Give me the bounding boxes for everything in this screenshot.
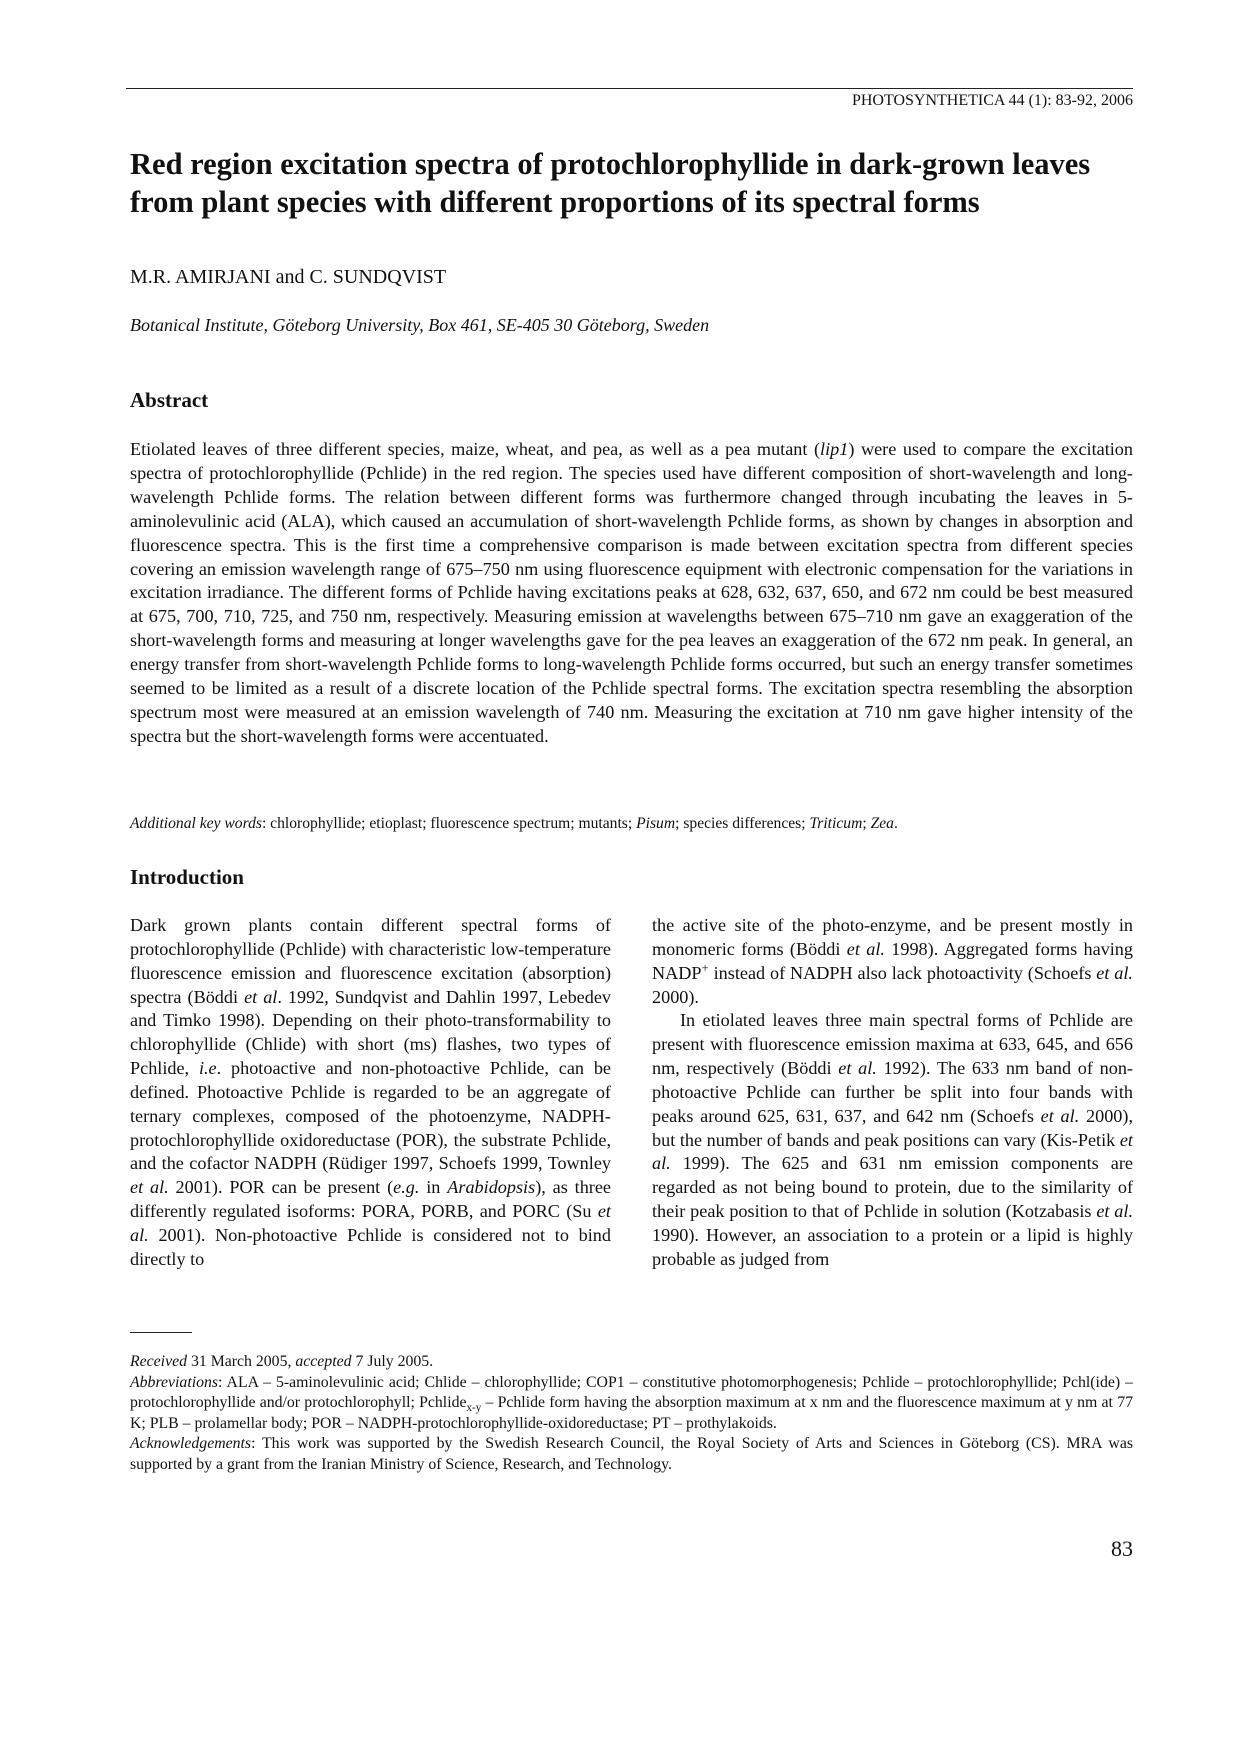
intro-text: 1999). The 625 and 631 nm emission components are regarded as not being bound to protein, due to the similarity of their peak position to that of Pchlide in solution (Kotzabasis	[652, 1153, 1133, 1222]
acknowledgements-note	[130, 1434, 1133, 1475]
abstract-text-part: ) were used to compare the excitation spectra of protochlorophyllide (Pchlide) in the red region. The species used have different composition of short-wavelength and long-wavelength Pchlide forms. The relation between different forms was furthermore changed through incubating the leaves in 5-aminolevulinic acid (ALA), which caused an accumulation of short-wavelength Pchlide forms, as shown by changes in absorption and fluorescence spectra. This is the first time a comprehensive comparison is made between excitation spectra from different species covering an emission wavelength range of 675–750 nm using fluorescence equipment with electronic compensation for the variations in excitation irradiance. The different forms of Pchlide having excitations peaks at 628, 632, 637, 650, and 672 nm could be best measured at 675, 700, 710, 725, and 750 nm, respectively. Measuring emission at wavelengths between 675–710 nm gave an exaggeration of the short-wavelength forms and measuring at longer wavelengths gave for the pea leaves an exaggeration of the 672 nm peak. In general, an energy transfer from short-wavelength Pchlide forms to long-wavelength Pchlide forms occurred, but such an energy transfer sometimes seemed to be limited as a result of a discrete location of the Pchlide spectral forms. The excitation spectra resembling the absorption spectrum most were measured at an emission wavelength of 740 nm. Measuring the excitation at 710 nm gave higher intensity of the spectra but the short-wavelength forms were accentuated.	[130, 439, 1133, 746]
abbreviations-text: : ALA – 5-aminolevulinic acid; Chlide – chlorophyllide; COP1 – constitutive photomorphogenesis; Pchlide – protochlorophyllide; Pchl(ide) – protochlorophyllide and/or protochlorophyll; Pchlide	[130, 1373, 1133, 1412]
abbreviations-label: Abbreviations	[130, 1373, 219, 1391]
intro-text: 2001). POR can be present (	[168, 1177, 394, 1198]
affiliation: Botanical Institute, Göteborg University, Box 461, SE-405 30 Göteborg, Sweden	[130, 315, 710, 335]
intro-text: In etiolated leaves three main spectral forms of Pchlide are present with fluorescence emission maxima at 633, 645, and 656 nm, respectively (Böddi	[652, 1010, 1133, 1079]
et-al: et al.	[1096, 1201, 1133, 1222]
abstract-text	[130, 438, 1133, 749]
header-rule	[126, 88, 1133, 89]
key-words-text: ; species differences;	[675, 815, 810, 832]
abstract-text-part: Etiolated leaves of three different species, maize, wheat, and pea, as well as a pea mutant (	[130, 439, 821, 459]
superscript-plus: +	[701, 960, 709, 975]
intro-paragraph	[652, 1009, 1133, 1271]
arabidopsis: Arabidopsis	[447, 1177, 536, 1198]
accepted-date: 7 July 2005.	[351, 1353, 434, 1370]
authors: M.R. AMIRJANI and C. SUNDQVIST	[130, 266, 447, 288]
key-words-text: : chlorophyllide; etioplast; fluorescence spectrum; mutants;	[261, 815, 637, 832]
intro-text: Dark grown plants contain different spectral forms of protochlorophyllide (Pchlide) with characteristic low-temperature fluorescence emission and fluorescence excitation (absorption) spectra (Böddi	[130, 915, 611, 1007]
footnote-rule	[130, 1332, 192, 1333]
page-number: 83	[1111, 1536, 1133, 1561]
acknowledgements-label: Acknowledgements	[130, 1435, 252, 1453]
intro-text: 2000), but the number of bands and peak positions can vary (Kis-Petik	[652, 1105, 1134, 1150]
et-al: et al.	[846, 938, 885, 959]
intro-text: instead of NADPH also lack photoactivity (Schoefs	[708, 962, 1097, 983]
key-words-text: ;	[862, 815, 871, 832]
journal-citation: PHOTOSYNTHETICA 44 (1): 83-92, 2006	[851, 92, 1133, 109]
title-line-1: Red region excitation spectra of protochlorophyllide in dark-grown leaves	[130, 147, 1091, 181]
intro-text: 1990). However, an association to a protein or a lipid is highly probable as judged from	[652, 1224, 1133, 1269]
key-words-text: .	[893, 815, 898, 832]
intro-text: in	[419, 1177, 448, 1198]
key-word-zea: Zea	[870, 815, 894, 832]
intro-text: 2000).	[652, 986, 699, 1007]
intro-paragraph	[652, 914, 1133, 1009]
received-note	[130, 1352, 1133, 1373]
et-al: et al.	[130, 1201, 611, 1245]
abbreviations-text: – Pchlide form having the absorption maximum at x nm and the fluorescence maximum at y nm at 77 K; PLB – prolamellar body; POR – NADPH-protochlorophyllide-oxidoreductase; PT – prothylakoids.	[130, 1394, 1133, 1432]
received-date: 31 March 2005,	[187, 1353, 296, 1370]
key-word-pisum: Pisum	[636, 815, 676, 832]
et-al: et al	[244, 986, 278, 1007]
eg-abbrev: e.g.	[393, 1177, 420, 1198]
acknowledgements-text: : This work was supported by the Swedish Research Council, the Royal Society of Arts and Sciences in Göteborg (CS). MRA was supported by a grant from the Iranian Ministry of Science, Research, and Technology.	[130, 1435, 1133, 1473]
introduction-heading: Introduction	[130, 865, 244, 889]
et-al: et al.	[838, 1058, 877, 1079]
ie-abbrev: i.e	[198, 1058, 217, 1079]
intro-text: 1992). The 633 nm band of non-photoactive Pchlide can further be split into four bands with peaks around 625, 631, 637, and 642 nm (Schoefs	[652, 1058, 1133, 1126]
title-line-2: from plant species with different proportions of its spectral forms	[130, 185, 980, 219]
intro-text: the active site of the photo-enzyme, and be present mostly in monomeric forms (Böddi	[652, 915, 1133, 959]
mutant-name: lip1	[820, 439, 849, 459]
abbreviations-note	[130, 1373, 1133, 1435]
key-words	[130, 815, 1133, 833]
subscript-xy: x-y	[466, 1402, 482, 1415]
et-al: et al.	[1096, 962, 1133, 983]
intro-text: ), as three differently regulated isoforms: PORA, PORB, and PORC (Su	[130, 1177, 611, 1222]
key-words-label: Additional key words	[130, 815, 262, 832]
accepted-label: accepted	[295, 1353, 352, 1370]
introduction-left-column	[130, 914, 611, 1272]
intro-text: . 1992, Sundqvist and Dahlin 1997, Lebedev and Timko 1998). Depending on their photo-transformability to chlorophyllide (Chlide) with short (ms) flashes, two types of Pchlide,	[130, 986, 611, 1079]
et-al: et al.	[130, 1177, 169, 1198]
abstract-heading: Abstract	[130, 388, 209, 412]
introduction-right-column	[652, 914, 1133, 1272]
intro-text: . photoactive and non-photoactive Pchlide, can be defined. Photoactive Pchlide is regarded to be an aggregate of ternary complexes, composed of the photoenzyme, NADPH-protochlorophyllide oxidoreductase (POR), the substrate Pchlide, and the cofactor NADPH (Rüdiger 1997, Schoefs 1999, Townley	[130, 1058, 612, 1174]
footnotes	[130, 1352, 1133, 1476]
key-word-triticum: Triticum	[809, 815, 863, 832]
paper-title	[130, 145, 1133, 221]
intro-text: 2001). Non-photoactive Pchlide is considered not to bind directly to	[130, 1224, 611, 1269]
intro-paragraph	[130, 914, 611, 1272]
et-al: et al.	[1040, 1105, 1080, 1126]
et-al: et al.	[652, 1129, 1133, 1174]
intro-text: 1998). Aggregated forms having NADP	[652, 938, 1133, 983]
received-label: Received	[130, 1353, 187, 1370]
